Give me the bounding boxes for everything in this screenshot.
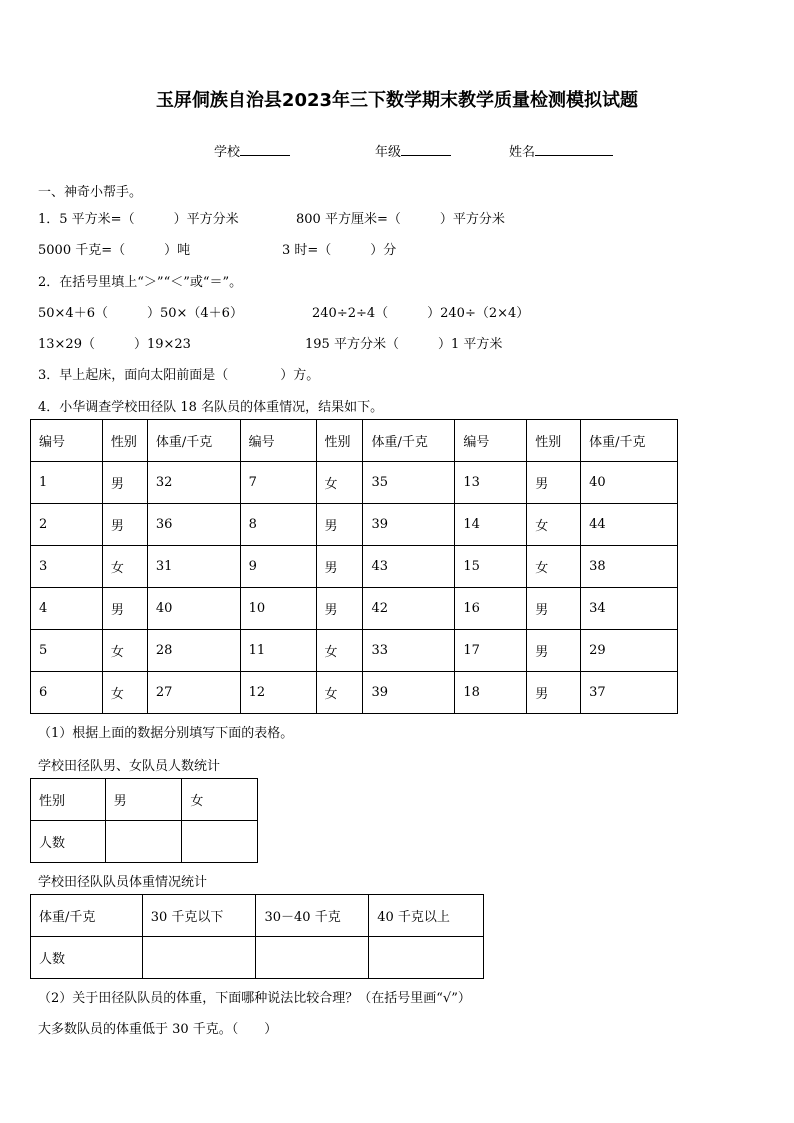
page-title: 玉屏侗族自治县2023年三下数学期末教学质量检测模拟试题: [155, 90, 639, 111]
table-cell: 女: [527, 504, 581, 546]
answer-cell[interactable]: [369, 937, 484, 979]
table-cell: 40 千克以上: [369, 895, 484, 937]
grade-blank: [401, 143, 451, 156]
table-cell: 37: [581, 672, 678, 714]
q2-stem: 2．在括号里填上“＞”“＜”或“＝”。: [38, 275, 243, 290]
section-heading: 一、神奇小帮手。: [38, 185, 143, 200]
table-cell: 40: [147, 588, 240, 630]
table-cell: 男: [527, 672, 581, 714]
table-cell: 15: [455, 546, 527, 588]
table-row: [31, 588, 678, 630]
table-cell: 32: [147, 462, 240, 504]
q2-part-a: 50×4＋6（ ）50×（4＋6）: [38, 306, 243, 321]
table-cell: 30 千克以下: [142, 895, 256, 937]
table-cell: 16: [455, 588, 527, 630]
table-row: [31, 937, 484, 979]
table-cell: 36: [147, 504, 240, 546]
table-cell: 14: [455, 504, 527, 546]
name-field: [509, 141, 613, 160]
table-cell: 18: [455, 672, 527, 714]
table-cell: 男: [102, 504, 147, 546]
q4-sub1: （1）根据上面的数据分别填写下面的表格。: [38, 726, 294, 741]
table-cell: 女: [102, 546, 147, 588]
q4-stem: 4．小华调查学校田径队 18 名队员的体重情况，结果如下。: [38, 400, 384, 415]
table-cell: 17: [455, 630, 527, 672]
table-cell: 33: [363, 630, 455, 672]
table-cell: 9: [240, 546, 316, 588]
table-cell: 男: [316, 504, 363, 546]
table-cell: 31: [147, 546, 240, 588]
table-row: [31, 672, 678, 714]
column-header: 体重/千克: [581, 420, 678, 462]
grade-field: [375, 141, 451, 160]
table-row: [31, 895, 484, 937]
table-cell: 女: [102, 672, 147, 714]
answer-cell[interactable]: [142, 937, 256, 979]
table-cell: 42: [363, 588, 455, 630]
table-cell: 8: [240, 504, 316, 546]
table-cell: 35: [363, 462, 455, 504]
table-cell: 30－40 千克: [256, 895, 369, 937]
q2-part-b: 240÷2÷4（ ）240÷（2×4）: [312, 306, 530, 321]
table-row: [31, 546, 678, 588]
weight-range-table: [30, 894, 484, 979]
gender-count-table: [30, 778, 258, 863]
table-cell: 女: [316, 630, 363, 672]
table-row: [31, 504, 678, 546]
table-cell: 2: [31, 504, 103, 546]
table-cell: 38: [581, 546, 678, 588]
table-cell: 男: [527, 588, 581, 630]
q2-part-c: 13×29（ ）19×23: [38, 337, 191, 352]
column-header: 编号: [240, 420, 316, 462]
table-cell: 28: [147, 630, 240, 672]
table-cell: 男: [527, 462, 581, 504]
table-cell: 12: [240, 672, 316, 714]
table-row: [31, 779, 258, 821]
table-cell: 女: [182, 779, 258, 821]
table-row: [31, 462, 678, 504]
column-header: 性别: [102, 420, 147, 462]
school-field: [214, 141, 290, 160]
school-label: 学校: [214, 145, 241, 160]
q4-sub2: （2）关于田径队队员的体重，下面哪种说法比较合理？（在括号里画“√”）: [38, 991, 471, 1006]
q3-text: 3．早上起床，面向太阳前面是（ ）方。: [38, 368, 320, 383]
table-cell: 27: [147, 672, 240, 714]
table3-caption: 学校田径队队员体重情况统计: [38, 875, 208, 890]
q1-part-d: 3 时=（ ）分: [282, 243, 397, 258]
table-row: [31, 821, 258, 863]
column-header: 体重/千克: [363, 420, 455, 462]
name-label: 姓名: [509, 145, 536, 160]
column-header: 编号: [455, 420, 527, 462]
answer-cell[interactable]: [105, 821, 182, 863]
table-cell: 男: [102, 588, 147, 630]
table-cell: 男: [105, 779, 182, 821]
table2-caption: 学校田径队男、女队员人数统计: [38, 759, 221, 774]
school-blank: [240, 143, 290, 156]
table-cell: 10: [240, 588, 316, 630]
table-cell: 11: [240, 630, 316, 672]
grade-label: 年级: [375, 145, 402, 160]
table-cell: 性别: [31, 779, 106, 821]
table-cell: 40: [581, 462, 678, 504]
column-header: 性别: [527, 420, 581, 462]
answer-cell[interactable]: [182, 821, 258, 863]
table-cell: 6: [31, 672, 103, 714]
q4-option-1: 大多数队员的体重低于 30 千克。（ ）: [38, 1022, 278, 1037]
table-row: [31, 630, 678, 672]
table-cell: 人数: [31, 821, 106, 863]
name-blank: [535, 143, 613, 156]
table-cell: 男: [316, 546, 363, 588]
table-cell: 女: [316, 672, 363, 714]
table-cell: 43: [363, 546, 455, 588]
q1-part-c: 5000 千克=（ ）吨: [38, 243, 191, 258]
q1-part-a: 1．5 平方米=（ ）平方分米: [38, 212, 239, 227]
table-cell: 人数: [31, 937, 143, 979]
column-header: 体重/千克: [147, 420, 240, 462]
table-cell: 女: [316, 462, 363, 504]
table-cell: 男: [316, 588, 363, 630]
table-cell: 44: [581, 504, 678, 546]
table-cell: 男: [102, 462, 147, 504]
column-header: 性别: [316, 420, 363, 462]
table-cell: 34: [581, 588, 678, 630]
table-cell: 39: [363, 504, 455, 546]
column-header: 编号: [31, 420, 103, 462]
table-cell: 1: [31, 462, 103, 504]
q2-part-d: 195 平方分米（ ）1 平方米: [305, 337, 503, 352]
table-cell: 男: [527, 630, 581, 672]
table-cell: 29: [581, 630, 678, 672]
table-header-row: [31, 420, 678, 462]
q1-part-b: 800 平方厘米=（ ）平方分米: [296, 212, 505, 227]
table-cell: 7: [240, 462, 316, 504]
table-cell: 3: [31, 546, 103, 588]
table-cell: 4: [31, 588, 103, 630]
table-cell: 5: [31, 630, 103, 672]
table-cell: 女: [527, 546, 581, 588]
table-cell: 39: [363, 672, 455, 714]
answer-cell[interactable]: [256, 937, 369, 979]
table-cell: 女: [102, 630, 147, 672]
table-cell: 13: [455, 462, 527, 504]
weight-data-table: [30, 419, 678, 714]
table-cell: 体重/千克: [31, 895, 143, 937]
